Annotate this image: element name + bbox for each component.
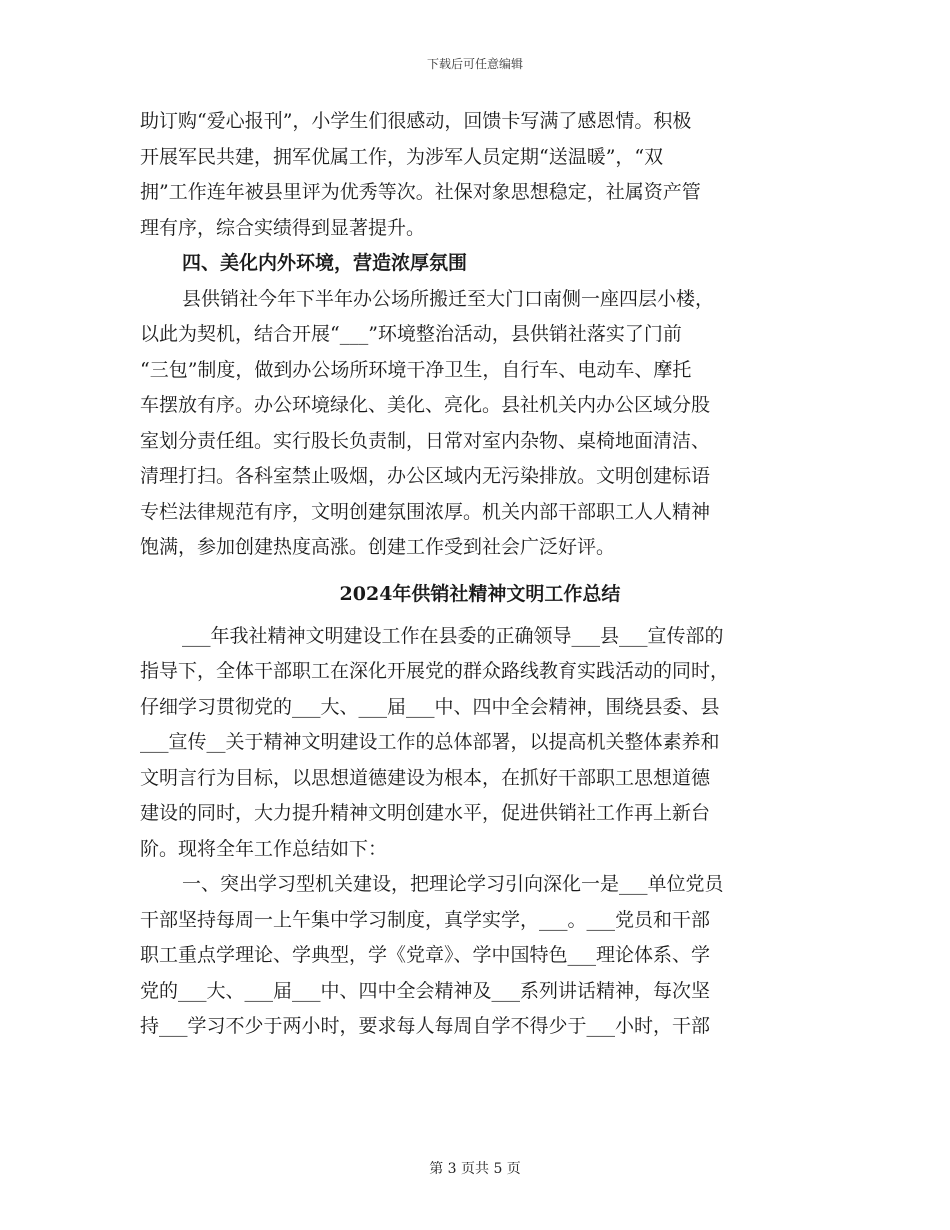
text-line: 拥”工作连年被县里评为优秀等次。社保对象思想稳定，社属资产管 <box>140 181 701 203</box>
text-line: 开展军民共建，拥军优属工作，为涉军人员定期“送温暖”，“双 <box>140 145 664 168</box>
text-line: 建设的同时，大力提升精神文明创建水平，促进供销社工作再上新台 <box>140 802 711 824</box>
text-line: 县供销社今年下半年办公场所搬迁至大门口南侧一座四层小楼， <box>182 287 715 310</box>
text-line: 干部坚持每周一上午集中学习制度，真学实学，___。___党员和干部 <box>140 908 711 931</box>
text-line: 持___学习不少于两小时，要求每人每周自学不得少于___小时，干部 <box>140 1015 711 1037</box>
text-line: 党的___大、___届___中、四中全会精神及___系列讲话精神，每次坚 <box>140 979 711 1002</box>
text-line: 文明言行为目标，以思想道德建设为根本，在抓好干部职工思想道德 <box>140 766 711 789</box>
text-line: 助订购“爱心报刊”，小学生们很感动，回馈卡写满了感恩情。积极 <box>140 110 692 132</box>
text-line: 专栏法律规范有序，文明创建氛围浓厚。机关内部干部职工人人精神 <box>140 500 711 523</box>
text-line: 理有序，综合实绩得到显著提升。 <box>140 216 426 239</box>
text-line: 职工重点学理论、学典型，学《党章》、学中国特色___理论体系、学 <box>140 944 711 966</box>
text-line: 指导下，全体干部职工在深化开展党的群众路线教育实践活动的同时， <box>140 660 730 682</box>
text-line: 仔细学习贯彻党的___大、___届___中、四中全会精神，围绕县委、县 <box>140 695 720 718</box>
text-line: 车摆放有序。办公环境绿化、美化、亮化。县社机关内办公区域分股 <box>140 394 711 416</box>
text-line: 室划分责任组。实行股长负责制，日常对室内杂物、桌椅地面清洁、 <box>140 429 711 452</box>
page-header: 下载后可任意编辑 <box>426 57 523 71</box>
document-body <box>140 104 820 1045</box>
text-line: ___宣传__关于精神文明建设工作的总体部署，以提高机关整体素养和 <box>140 731 720 753</box>
section-heading: 四、美化内外环境，营造浓厚氛围 <box>182 252 468 274</box>
text-line: 一、突出学习型机关建设，把理论学习引向深化一是___单位党员 <box>182 873 724 895</box>
text-line: 阶。现将全年工作总结如下： <box>140 837 388 860</box>
text-line: 清理打扫。各科室禁止吸烟，办公区域内无污染排放。文明创建标语 <box>140 465 711 487</box>
text-line: ___年我社精神文明建设工作在县委的正确领导___县___宣传部的 <box>182 624 724 647</box>
text-line: 以此为契机，结合开展“___”环境整治活动，县供销社落实了门前 <box>140 323 682 345</box>
article-title: 2024年供销社精神文明工作总结 <box>339 582 621 605</box>
page-footer: 第 3 页共 5 页 <box>429 1161 521 1177</box>
text-line: 饱满，参加创建热度高涨。创建工作受到社会广泛好评。 <box>140 536 616 558</box>
text-line: “三包”制度，做到办公场所环境干净卫生，自行车、电动车、摩托 <box>140 358 692 381</box>
